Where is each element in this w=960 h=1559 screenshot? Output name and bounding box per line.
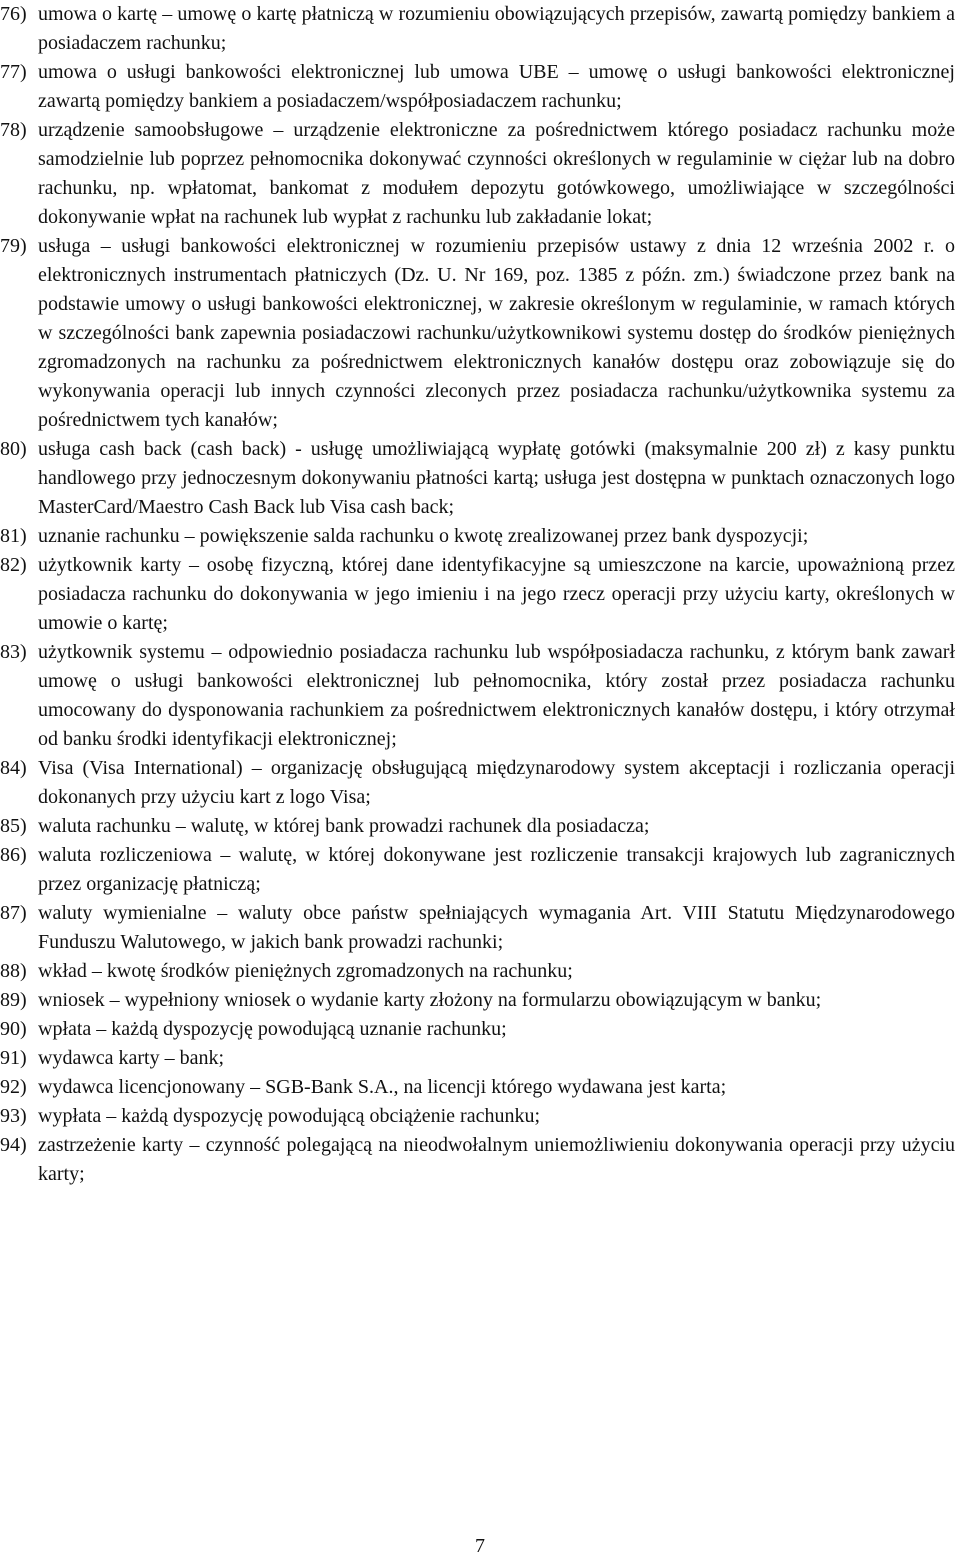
- item-text: wydawca karty – bank;: [38, 1047, 225, 1069]
- definition-item-88: [0, 957, 955, 986]
- item-number: 85): [0, 815, 27, 837]
- definition-item-93: [0, 1102, 955, 1131]
- item-number: 91): [0, 1047, 27, 1069]
- item-number: 80): [0, 438, 27, 460]
- item-text: użytkownik karty – osobę fizyczną, której dane identyfikacyjne są umieszczone na karcie, upoważnioną przez posiadacza rachunku do dokonywania w jego imieniu i na jego rzecz operacji przy użyciu karty, określonych w umowie o kartę;: [38, 554, 955, 634]
- definition-item-86: [0, 841, 955, 899]
- item-text: Visa (Visa International) – organizację obsługującą międzynarodowy system akceptacji i rozliczania operacji dokonanych przy użyciu kart z logo Visa;: [38, 757, 955, 808]
- item-number: 86): [0, 844, 27, 866]
- definition-item-92: [0, 1073, 955, 1102]
- item-text: wniosek – wypełniony wniosek o wydanie karty złożony na formularzu obowiązującym w banku;: [38, 989, 822, 1011]
- definition-item-83: [0, 638, 955, 754]
- item-number: 82): [0, 554, 27, 576]
- definition-item-94: [0, 1131, 955, 1189]
- item-text: użytkownik systemu – odpowiednio posiadacza rachunku lub współposiadacza rachunku, z którym bank zawarł umowę o usługi bankowości elektronicznej lub pełnomocnika, który został przez posiadacza rachunku umocowany do dysponowania rachunkiem za pośrednictwem elektronicznych kanałów dostępu, i który otrzymał od banku środki identyfikacji elektronicznej;: [38, 641, 955, 750]
- item-number: 77): [0, 61, 27, 83]
- definition-item-80: [0, 435, 955, 522]
- item-number: 92): [0, 1076, 27, 1098]
- definition-item-82: [0, 551, 955, 638]
- item-text: zastrzeżenie karty – czynność polegającą na nieodwołalnym uniemożliwieniu dokonywania operacji przy użyciu karty;: [38, 1134, 955, 1185]
- definition-item-81: [0, 522, 955, 551]
- definition-item-91: [0, 1044, 955, 1073]
- item-text: wkład – kwotę środków pieniężnych zgromadzonych na rachunku;: [38, 960, 573, 982]
- item-number: 79): [0, 235, 27, 257]
- item-text: waluta rozliczeniowa – walutę, w której dokonywane jest rozliczenie transakcji krajowych lub zagranicznych przez organizację płatniczą;: [38, 844, 955, 895]
- item-text: usługa – usługi bankowości elektronicznej w rozumieniu przepisów ustawy z dnia 12 września 2002 r. o elektronicznych instrumentach płatniczych (Dz. U. Nr 169, poz. 1385 z późn. zm.) świadczone przez bank na podstawie umowy o usługi bankowości elektronicznej, w zakresie określonym w regulaminie, w ramach których w szczególności bank zapewnia posiadaczowi rachunku/użytkownikowi systemu dostęp do środków pieniężnych zgromadzonych na rachunku za pośrednictwem elektronicznych kanałów dostępu oraz zobowiązuje się do wykonywania operacji lub innych czynności zleconych przez posiadacza rachunku/użytkownika systemu za pośrednictwem tych kanałów;: [38, 235, 955, 431]
- item-text: usługa cash back (cash back) - usługę umożliwiającą wypłatę gotówki (maksymalnie 200 zł) z kasy punktu handlowego przy jednoczesnym dokonywaniu płatności kartą; usługa jest dostępna w punktach oznaczonych logo MasterCard/Maestro Cash Back lub Visa cash back;: [38, 438, 955, 518]
- item-text: wydawca licencjonowany – SGB-Bank S.A., na licencji którego wydawana jest karta;: [38, 1076, 727, 1098]
- item-number: 94): [0, 1134, 27, 1156]
- definition-item-89: [0, 986, 955, 1015]
- item-text: wypłata – każdą dyspozycję powodującą obciążenie rachunku;: [38, 1105, 541, 1127]
- item-number: 88): [0, 960, 27, 982]
- item-number: 90): [0, 1018, 27, 1040]
- definition-item-84: [0, 754, 955, 812]
- item-number: 78): [0, 119, 27, 141]
- item-text: waluta rachunku – walutę, w której bank prowadzi rachunek dla posiadacza;: [38, 815, 650, 837]
- definition-item-85: [0, 812, 955, 841]
- definition-item-76: [0, 0, 955, 58]
- definition-item-87: [0, 899, 955, 957]
- page-number: 7: [475, 1535, 485, 1557]
- item-text: waluty wymienialne – waluty obce państw spełniających wymagania Art. VIII Statutu Międzynarodowego Funduszu Walutowego, w jakich bank prowadzi rachunki;: [38, 902, 955, 953]
- item-text: umowa o kartę – umowę o kartę płatniczą w rozumieniu obowiązujących przepisów, zawartą pomiędzy bankiem a posiadaczem rachunku;: [38, 3, 955, 54]
- item-number: 83): [0, 641, 27, 663]
- item-number: 76): [0, 3, 27, 25]
- item-number: 89): [0, 989, 27, 1011]
- definition-item-90: [0, 1015, 955, 1044]
- definition-item-79: [0, 232, 955, 435]
- item-number: 84): [0, 757, 27, 779]
- item-text: urządzenie samoobsługowe – urządzenie elektroniczne za pośrednictwem którego posiadacz rachunku może samodzielnie lub poprzez pełnomocnika dokonywać czynności określonych w regulaminie w ciężar lub na dobro rachunku, np. wpłatomat, bankomat z modułem depozytu gotówkowego, umożliwiające w szczególności dokonywanie wpłat na rachunek lub wypłat z rachunku lub zakładanie lokat;: [38, 119, 955, 228]
- item-text: uznanie rachunku – powiększenie salda rachunku o kwotę zrealizowanej przez bank dyspozycji;: [38, 525, 809, 547]
- item-text: umowa o usługi bankowości elektronicznej lub umowa UBE – umowę o usługi bankowości elektronicznej zawartą pomiędzy bankiem a posiadaczem/współposiadaczem rachunku;: [38, 61, 955, 112]
- item-number: 81): [0, 525, 27, 547]
- item-number: 87): [0, 902, 27, 924]
- item-text: wpłata – każdą dyspozycję powodującą uznanie rachunku;: [38, 1018, 507, 1040]
- definition-item-77: [0, 58, 955, 116]
- item-number: 93): [0, 1105, 27, 1127]
- definition-item-78: [0, 116, 955, 232]
